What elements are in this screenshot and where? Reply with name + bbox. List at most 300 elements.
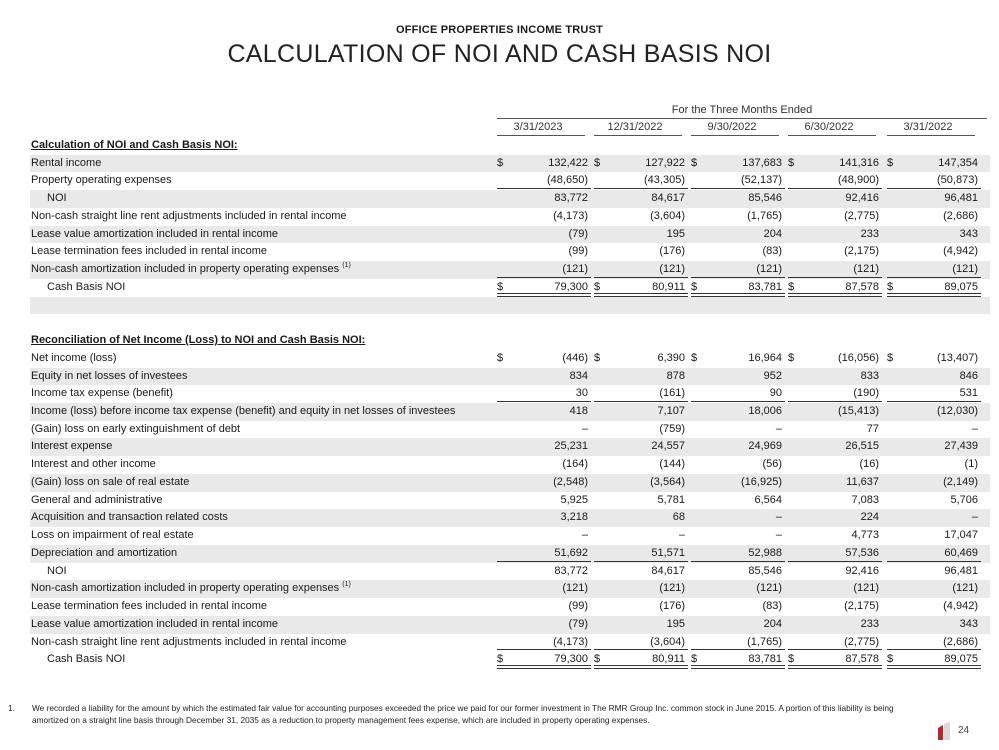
table-cell	[887, 492, 981, 510]
table-cell	[887, 350, 981, 368]
currency-symbol: $	[887, 156, 894, 169]
row-label	[31, 598, 267, 616]
row-label	[31, 509, 228, 527]
currency-symbol: $	[497, 156, 504, 169]
table-cell	[497, 527, 591, 545]
table-row	[30, 598, 990, 616]
table-cell	[691, 438, 785, 456]
row-label-text: Equity in net losses of investees	[31, 369, 188, 382]
table-cell	[497, 421, 591, 439]
table-row	[30, 403, 990, 421]
table-cell	[788, 208, 882, 226]
row-label	[31, 155, 101, 173]
table-cell	[691, 651, 785, 669]
table-cell	[691, 243, 785, 261]
table-cell	[594, 385, 688, 403]
table-cell	[691, 563, 785, 581]
currency-symbol: $	[788, 653, 795, 666]
table-cell	[594, 350, 688, 368]
row-label	[31, 403, 455, 421]
table-cell	[594, 527, 688, 545]
cell-value: 5,781	[657, 493, 685, 506]
cell-value: (1,765)	[747, 209, 782, 222]
table-cell	[497, 598, 591, 616]
cell-value: –	[581, 422, 588, 435]
cell-value: 834	[569, 369, 588, 382]
double-total-rule	[887, 665, 981, 669]
table-row	[30, 634, 990, 652]
currency-symbol: $	[887, 351, 894, 364]
cell-value: 83,772	[554, 564, 588, 577]
cell-value: (759)	[659, 422, 685, 435]
table-cell	[691, 226, 785, 244]
table-cell	[594, 545, 688, 563]
row-label	[31, 172, 172, 190]
cell-value: 17,047	[944, 529, 978, 542]
row-label	[31, 226, 278, 244]
total-rule	[788, 401, 882, 402]
double-total-rule	[691, 665, 785, 669]
double-total-rule	[497, 665, 591, 669]
total-rule	[691, 401, 785, 402]
table-cell	[788, 243, 882, 261]
table-cell	[691, 403, 785, 421]
table-cell	[691, 580, 785, 598]
cell-value: 141,316	[839, 156, 879, 169]
table-row	[30, 492, 990, 510]
cell-value: 96,481	[944, 564, 978, 577]
total-rule	[594, 277, 688, 278]
table-row	[30, 243, 990, 261]
table-cell	[594, 368, 688, 386]
row-label-text: Non-cash straight line rent adjustments included in rental income	[31, 209, 347, 222]
table-cell	[691, 279, 785, 297]
period-header-rule	[497, 118, 987, 119]
table-cell	[887, 208, 981, 226]
cell-value: 147,354	[938, 156, 978, 169]
table-cell	[497, 261, 591, 279]
cell-value: 90	[769, 387, 782, 400]
total-rule	[594, 401, 688, 402]
cell-value: 233	[860, 617, 879, 630]
cell-value: 531	[959, 387, 978, 400]
row-label-text: Cash Basis NOI	[47, 280, 126, 293]
table-cell	[497, 651, 591, 669]
row-label	[47, 563, 67, 581]
row-label-text: Non-cash straight line rent adjustments included in rental income	[31, 635, 347, 648]
table-cell	[691, 634, 785, 652]
table-cell	[497, 580, 591, 598]
table-cell	[788, 598, 882, 616]
footnote-text: We recorded a liability for the amount by which the estimated fair value for accounting purposes exceeded the price we paid for our former investment in The RMR Group Inc. common stock in June 2015. A portion of this liability is being amortized on a straight line basis through December 31, 2035 as a reduction to property management fees expense, which are included in property operating expenses.	[32, 703, 894, 725]
table-cell	[788, 172, 882, 190]
cell-value: (2,686)	[943, 635, 978, 648]
cell-value: 5,925	[560, 493, 588, 506]
row-label	[31, 456, 156, 474]
cell-value: (2,149)	[943, 475, 978, 488]
currency-symbol: $	[594, 280, 601, 293]
table-cell	[497, 563, 591, 581]
table-row	[30, 580, 990, 598]
cell-value: 92,416	[845, 564, 879, 577]
table-cell	[788, 616, 882, 634]
table-row	[30, 190, 990, 208]
table-cell	[788, 474, 882, 492]
table-cell	[497, 350, 591, 368]
cell-value: (4,173)	[553, 209, 588, 222]
table-cell	[788, 509, 882, 527]
cell-value: 3,218	[560, 511, 588, 524]
cell-value: (79)	[568, 227, 588, 240]
table-cell	[691, 598, 785, 616]
cell-value: (13,407)	[937, 351, 978, 364]
cell-value: (43,305)	[644, 174, 685, 187]
cell-value: 27,439	[944, 440, 978, 453]
table-cell	[497, 243, 591, 261]
cell-value: 195	[666, 227, 685, 240]
currency-symbol: $	[594, 156, 601, 169]
cell-value: 79,300	[554, 653, 588, 666]
cell-value: 51,692	[554, 546, 588, 559]
cell-value: 87,578	[845, 653, 879, 666]
table-cell	[594, 492, 688, 510]
table-cell	[497, 155, 591, 173]
row-label	[31, 350, 117, 368]
cell-value: (121)	[952, 263, 978, 276]
table-row	[30, 155, 990, 173]
cell-value: (83)	[762, 600, 782, 613]
cell-value: 195	[666, 617, 685, 630]
table-row	[30, 421, 990, 439]
cell-value: 418	[569, 405, 588, 418]
table-cell	[788, 545, 882, 563]
row-label-text: Lease termination fees included in rental income	[31, 600, 268, 613]
cell-value: (121)	[756, 263, 782, 276]
total-rule	[497, 649, 591, 650]
table-row	[30, 208, 990, 226]
total-rule	[788, 277, 882, 278]
cell-value: 84,617	[651, 192, 685, 205]
row-label	[31, 385, 173, 403]
section-title	[31, 137, 238, 155]
currency-symbol: $	[788, 156, 795, 169]
total-rule	[497, 401, 591, 402]
company-name: OFFICE PROPERTIES INCOME TRUST	[395, 24, 604, 36]
total-rule	[497, 277, 591, 278]
section-header-row	[30, 137, 990, 155]
table-cell	[887, 261, 981, 279]
cell-value: 137,683	[742, 156, 782, 169]
row-label-text: Depreciation and amortization	[31, 546, 178, 559]
cell-value: 89,075	[944, 280, 978, 293]
table-cell	[788, 421, 882, 439]
table-row	[30, 563, 990, 581]
cell-value: (48,900)	[838, 174, 879, 187]
table-row	[30, 261, 990, 279]
table-cell	[497, 190, 591, 208]
cell-value: 85,546	[748, 192, 782, 205]
row-label-text: Income tax expense (benefit)	[31, 387, 173, 400]
cell-value: 60,469	[944, 546, 978, 559]
table-cell	[887, 226, 981, 244]
table-row	[30, 509, 990, 527]
row-label-text: Property operating expenses	[31, 174, 172, 187]
cell-value: (176)	[659, 245, 685, 258]
cell-value: (121)	[952, 582, 978, 595]
cell-value: (446)	[562, 351, 588, 364]
table-cell	[887, 634, 981, 652]
cell-value: –	[775, 422, 782, 435]
table-cell	[788, 563, 882, 581]
total-rule	[497, 561, 591, 562]
table-cell	[497, 172, 591, 190]
table-cell	[497, 208, 591, 226]
table-cell	[788, 634, 882, 652]
table-cell	[594, 421, 688, 439]
table-cell	[691, 545, 785, 563]
cell-value: (176)	[659, 600, 685, 613]
currency-symbol: $	[691, 653, 698, 666]
cell-value: 11,637	[846, 475, 879, 488]
cell-value: 127,922	[645, 156, 685, 169]
cell-value: (2,686)	[943, 209, 978, 222]
row-label-text: General and administrative	[31, 493, 163, 506]
table-cell	[788, 155, 882, 173]
cell-value: 6,390	[657, 351, 685, 364]
cell-value: (121)	[659, 263, 685, 276]
currency-symbol: $	[887, 653, 894, 666]
row-label-text: Interest expense	[31, 440, 113, 453]
row-label	[31, 208, 347, 226]
cell-value: 878	[666, 369, 685, 382]
table-row	[30, 226, 990, 244]
table-cell	[497, 616, 591, 634]
cell-value: (1,765)	[747, 635, 782, 648]
table-row	[30, 172, 990, 190]
double-total-rule	[788, 665, 882, 669]
row-label	[31, 421, 240, 439]
table-row	[30, 651, 990, 669]
table-cell	[594, 155, 688, 173]
table-cell	[497, 456, 591, 474]
table-cell	[594, 580, 688, 598]
footnote-ref: (1)	[342, 581, 351, 589]
cell-value: (2,775)	[844, 635, 879, 648]
cell-value: (2,775)	[844, 209, 879, 222]
row-label-text: NOI	[47, 564, 67, 577]
table-cell	[887, 598, 981, 616]
table-cell	[788, 385, 882, 403]
cell-value: 52,988	[748, 546, 782, 559]
cell-value: (4,942)	[943, 600, 978, 613]
table-cell	[887, 438, 981, 456]
table-cell	[497, 492, 591, 510]
cell-value: 24,969	[748, 440, 782, 453]
table-cell	[691, 155, 785, 173]
cell-value: (121)	[562, 263, 588, 276]
total-rule	[788, 561, 882, 562]
brand-mark-icon	[938, 722, 950, 740]
page-title: CALCULATION OF NOI AND CASH BASIS NOI	[227, 40, 772, 68]
cell-value: 83,772	[554, 192, 588, 205]
cell-value: 204	[763, 617, 782, 630]
cell-value: (52,137)	[741, 174, 782, 187]
table-cell	[497, 438, 591, 456]
cell-value: –	[775, 529, 782, 542]
column-header-date: 12/31/2022	[607, 121, 663, 133]
row-label	[47, 279, 125, 297]
period-header: For the Three Months Ended	[671, 104, 813, 116]
table-cell	[788, 261, 882, 279]
currency-symbol: $	[788, 351, 795, 364]
cell-value: 80,911	[652, 280, 685, 293]
table-cell	[594, 243, 688, 261]
currency-symbol: $	[594, 653, 601, 666]
table-cell	[594, 226, 688, 244]
total-rule	[887, 188, 981, 189]
table-cell	[887, 474, 981, 492]
cell-value: 24,557	[651, 440, 685, 453]
row-label-text: Loss on impairment of real estate	[31, 529, 194, 542]
total-rule	[594, 188, 688, 189]
row-label	[47, 651, 125, 669]
table-cell	[887, 616, 981, 634]
total-rule	[691, 561, 785, 562]
table-cell	[887, 190, 981, 208]
cell-value: 96,481	[944, 192, 978, 205]
column-header-date: 9/30/2022	[707, 121, 757, 133]
cell-value: 233	[860, 227, 879, 240]
row-label-text: Lease value amortization included in rental income	[31, 617, 279, 630]
cell-value: (16,056)	[838, 351, 879, 364]
table-cell	[788, 651, 882, 669]
table-cell	[788, 527, 882, 545]
table-cell	[691, 172, 785, 190]
cell-value: (190)	[853, 387, 879, 400]
cell-value: (121)	[562, 582, 588, 595]
total-rule	[887, 277, 981, 278]
table-cell	[691, 208, 785, 226]
total-rule	[691, 188, 785, 189]
cell-value: –	[581, 529, 588, 542]
column-header-date: 3/31/2022	[903, 121, 953, 133]
table-cell	[691, 474, 785, 492]
total-rule	[887, 401, 981, 402]
table-row	[30, 279, 990, 297]
table-row	[30, 474, 990, 492]
table-cell	[691, 421, 785, 439]
cell-value: (2,548)	[553, 475, 588, 488]
currency-symbol: $	[788, 280, 795, 293]
table-cell	[594, 563, 688, 581]
table-cell	[497, 474, 591, 492]
total-rule	[887, 649, 981, 650]
table-cell	[691, 492, 785, 510]
row-label-text: (Gain) loss on sale of real estate	[31, 475, 190, 488]
table-cell	[497, 226, 591, 244]
footnote-ref: (1)	[342, 262, 351, 270]
table-cell	[594, 208, 688, 226]
cell-value: 92,416	[845, 192, 879, 205]
table-cell	[594, 190, 688, 208]
cell-value: (121)	[853, 582, 879, 595]
cell-value: (16,925)	[741, 475, 782, 488]
row-label-text: Non-cash amortization included in property operating expenses	[31, 582, 340, 595]
cell-value: (1)	[964, 458, 978, 471]
cell-value: 83,781	[748, 280, 782, 293]
cell-value: 77	[866, 422, 879, 435]
total-rule	[788, 649, 882, 650]
table-cell	[691, 456, 785, 474]
table-cell	[497, 545, 591, 563]
row-label-text: Rental income	[31, 156, 102, 169]
table-cell	[691, 368, 785, 386]
currency-symbol: $	[691, 156, 698, 169]
table-cell	[691, 350, 785, 368]
currency-symbol: $	[497, 653, 504, 666]
table-cell	[594, 279, 688, 297]
table-cell	[887, 563, 981, 581]
row-label-text: Acquisition and transaction related costs	[31, 511, 228, 524]
cell-value: 7,083	[851, 493, 879, 506]
currency-symbol: $	[594, 351, 601, 364]
cell-value: 83,781	[748, 653, 782, 666]
cell-value: 7,107	[657, 405, 685, 418]
row-label-text: Reconciliation of Net Income (Loss) to NOI and Cash Basis NOI:	[31, 334, 366, 347]
row-label	[31, 492, 162, 510]
total-rule	[887, 561, 981, 562]
cell-value: 25,231	[554, 440, 588, 453]
cell-value: (161)	[659, 387, 685, 400]
table-cell	[887, 545, 981, 563]
table-cell	[691, 509, 785, 527]
row-label-text: Calculation of NOI and Cash Basis NOI:	[31, 139, 238, 151]
table-row	[30, 350, 990, 368]
cell-value: 4,773	[851, 529, 879, 542]
cell-value: (16)	[859, 458, 879, 471]
section-header-row	[30, 332, 990, 350]
table-row	[30, 456, 990, 474]
cell-value: (121)	[853, 263, 879, 276]
table-cell	[788, 190, 882, 208]
page-number: 24	[958, 725, 970, 736]
row-label-text: Income (loss) before income tax expense (benefit) and equity in net losses of investees	[31, 405, 456, 418]
table-cell	[594, 456, 688, 474]
cell-value: (121)	[659, 582, 685, 595]
table-cell	[887, 403, 981, 421]
row-label	[47, 190, 67, 208]
total-rule	[788, 188, 882, 189]
column-header-rule	[788, 135, 876, 136]
cell-value: 18,006	[748, 405, 782, 418]
table-cell	[788, 456, 882, 474]
table-cell	[887, 456, 981, 474]
row-label	[31, 261, 351, 279]
row-label	[31, 474, 189, 492]
table-cell	[594, 598, 688, 616]
table-row	[30, 616, 990, 634]
cell-value: 80,911	[652, 653, 685, 666]
row-label	[31, 616, 278, 634]
table-cell	[887, 243, 981, 261]
table-cell	[594, 261, 688, 279]
column-header-rule	[594, 135, 682, 136]
row-label-text: Interest and other income	[31, 458, 156, 471]
table-cell	[497, 634, 591, 652]
cell-value: 846	[959, 369, 978, 382]
currency-symbol: $	[497, 280, 504, 293]
table-cell	[691, 385, 785, 403]
